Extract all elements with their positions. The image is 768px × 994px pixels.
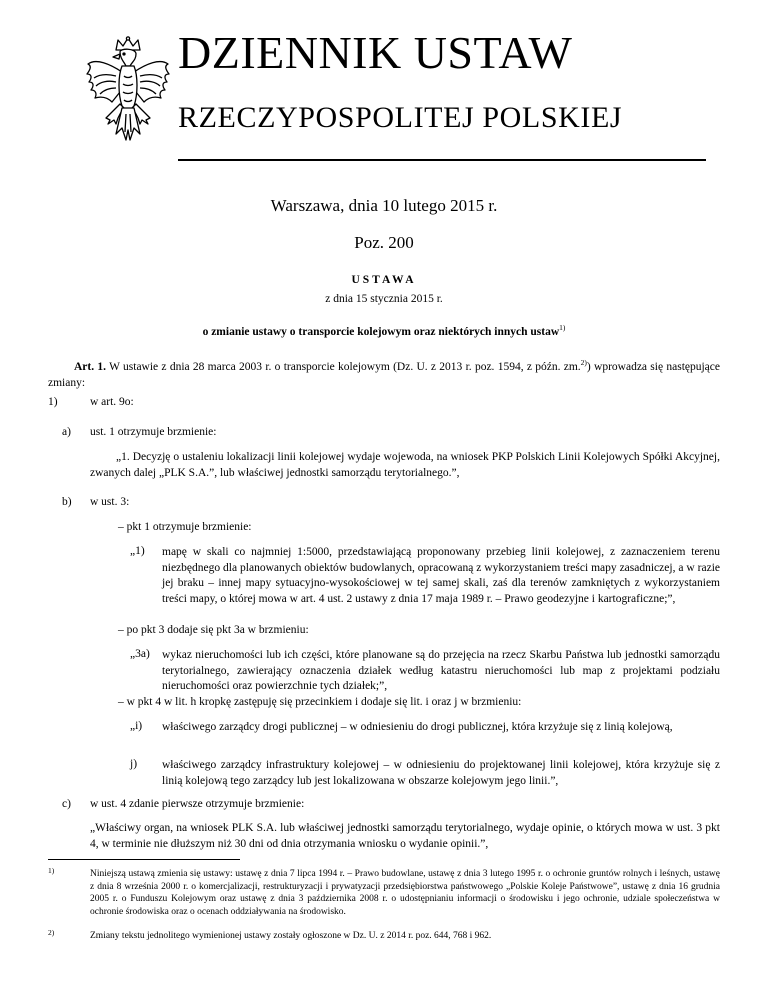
letter-c-text: w ust. 4 zdanie pierwsze otrzymuje brzmienie: (90, 798, 305, 810)
footnote-1-text: Niniejszą ustawą zmienia się ustawy: ustawę z dnia 7 lipca 1994 r. – Prawo budowlane, ustawę z dnia 3 lutego 1995 r. o ochronie gruntów rolnych i leśnych, ustawę z dnia 8 września 2000 r. o komercjalizacji, restrukturyzacji i prywatyzacji przedsiębiorstwa państwowego „Polskie Koleje Państwowe”, ustawę z dnia 16 grudnia 2005 r. o Funduszu Kolejowym oraz ustawę z dnia 3 października 2008 r. o udostępnianiu informacji o środowisku i jego ochronie, udziale społeczeństwa w ochronie środowiska oraz o ocenach oddziaływania na środowisko. (90, 869, 720, 917)
footnote-ref-2[interactable]: 2) (580, 358, 587, 367)
act-title (0, 323, 768, 338)
point-1-label: 1) (48, 396, 58, 408)
letter-a-quote: „1. Decyzję o ustaleniu lokalizacji linii kolejowej wydaje wojewoda, na wniosek PKP Polskich Linii Kolejowych Spółki Akcyjnej, zwanych dalej „PLK S.A.”, lub właściwej jednostki samorządu terytorialnego.”, (90, 451, 720, 479)
act-type: USTAWA (351, 274, 417, 286)
letter-c-label: c) (62, 798, 71, 810)
letter-c-quote: „Właściwy organ, na wniosek PLK S.A. lub właściwej jednostki samorządu terytorialnego, wydaje opinie, o których mowa w ust. 3 pkt 4, w terminie nie dłuższym niż 30 dni od dnia otrzymania wniosku o wydanie opinii.”, (90, 822, 720, 850)
polish-eagle-emblem-icon (86, 36, 170, 148)
dash-item-2: – po pkt 3 dodaje się pkt 3a w brzmieniu: (118, 624, 309, 636)
article-label: Art. 1. (74, 361, 107, 373)
point-3a-quote-label: „3a) (130, 648, 150, 660)
dash-item-3: – w pkt 4 w lit. h kropkę zastępuję się przecinkiem i dodaje się lit. i oraz j w brzmieniu: (118, 696, 522, 708)
point-3a-quote-text: wykaz nieruchomości lub ich części, które planowane są do przejęcia na rzecz Skarbu Państwa lub jednostki samorządu terytorialnego, zawierający oznaczenia działek według katastru nieruchomości lub map z projektami podziału nieruchomości oraz powierzchnie tych działek;”, (162, 649, 720, 692)
point-1-quote-label: „1) (130, 545, 145, 557)
article-intro-text: W ustawie z dnia 28 marca 2003 r. o transporcie kolejowym (Dz. U. z 2013 r. poz. 1594, z późn. zm. (106, 361, 581, 373)
letter-j-quote-text: właściwego zarządcy infrastruktury kolejowej – w odniesieniu do projektowanej linii kolejowej, która krzyżuje się z linią kolejową tego zarządcy lub jest lokalizowana w obszarze kolejowym jego linii.”, (162, 759, 720, 787)
letter-a-label: a) (62, 426, 71, 438)
letter-a-text: ust. 1 otrzymuje brzmienie: (90, 426, 217, 438)
letter-j-quote-label: j) (130, 758, 138, 770)
letter-i-quote-label: „i) (130, 720, 143, 732)
publication-date: Warszawa, dnia 10 lutego 2015 r. (270, 196, 498, 215)
article-intro-end: ) wprowadza się następujące zmiany: (48, 361, 720, 389)
masthead-divider (178, 159, 706, 161)
journal-subtitle: RZECZYPOSPOLITEJ POLSKIEJ (178, 101, 623, 134)
journal-title: DZIENNIK USTAW (178, 27, 573, 78)
letter-b-text: w ust. 3: (90, 496, 130, 508)
point-1-text: w art. 9o: (90, 396, 134, 408)
footnote-ref-1[interactable]: 1) (559, 323, 566, 332)
footnote-1-label: 1) (48, 866, 55, 875)
letter-b-label: b) (62, 496, 72, 508)
footnote-2-text: Zmiany tekstu jednolitego wymienionej ustawy zostały ogłoszone w Dz. U. z 2014 r. poz. 644, 768 i 962. (90, 931, 492, 941)
act-date: z dnia 15 stycznia 2015 r. (325, 293, 443, 305)
footnote-2-label: 2) (48, 928, 55, 937)
footnote-divider (48, 859, 240, 860)
point-1-quote-text: mapę w skali co najmniej 1:5000, przedstawiającą proponowany przebieg linii kolejowej, z zaznaczeniem terenu niezbędnego dla planowanych obiektów budowlanych, opracowaną z wykorzystaniem treści mapy zasadniczej, a w razie jej braku – innej mapy sytuacyjno-wysokościowej w tej samej skali, zaś dla terenów zamkniętych z wykorzystaniem treści mapy, o której mowa w art. 4 ust. 2 ustawy z dnia 17 maja 1989 r. – Prawo geodezyjne i kartograficzne;”, (162, 546, 720, 605)
article-1-intro (48, 355, 720, 391)
dash-item-1: – pkt 1 otrzymuje brzmienie: (118, 521, 252, 533)
act-title-text: o zmianie ustawy o transporcie kolejowym oraz niektórych innych ustaw (202, 326, 560, 338)
letter-i-quote-text: właściwego zarządcy drogi publicznej – w odniesieniu do drogi publicznej, która krzyżuje się z linią kolejową, (162, 721, 673, 733)
publication-position: Poz. 200 (354, 233, 414, 252)
